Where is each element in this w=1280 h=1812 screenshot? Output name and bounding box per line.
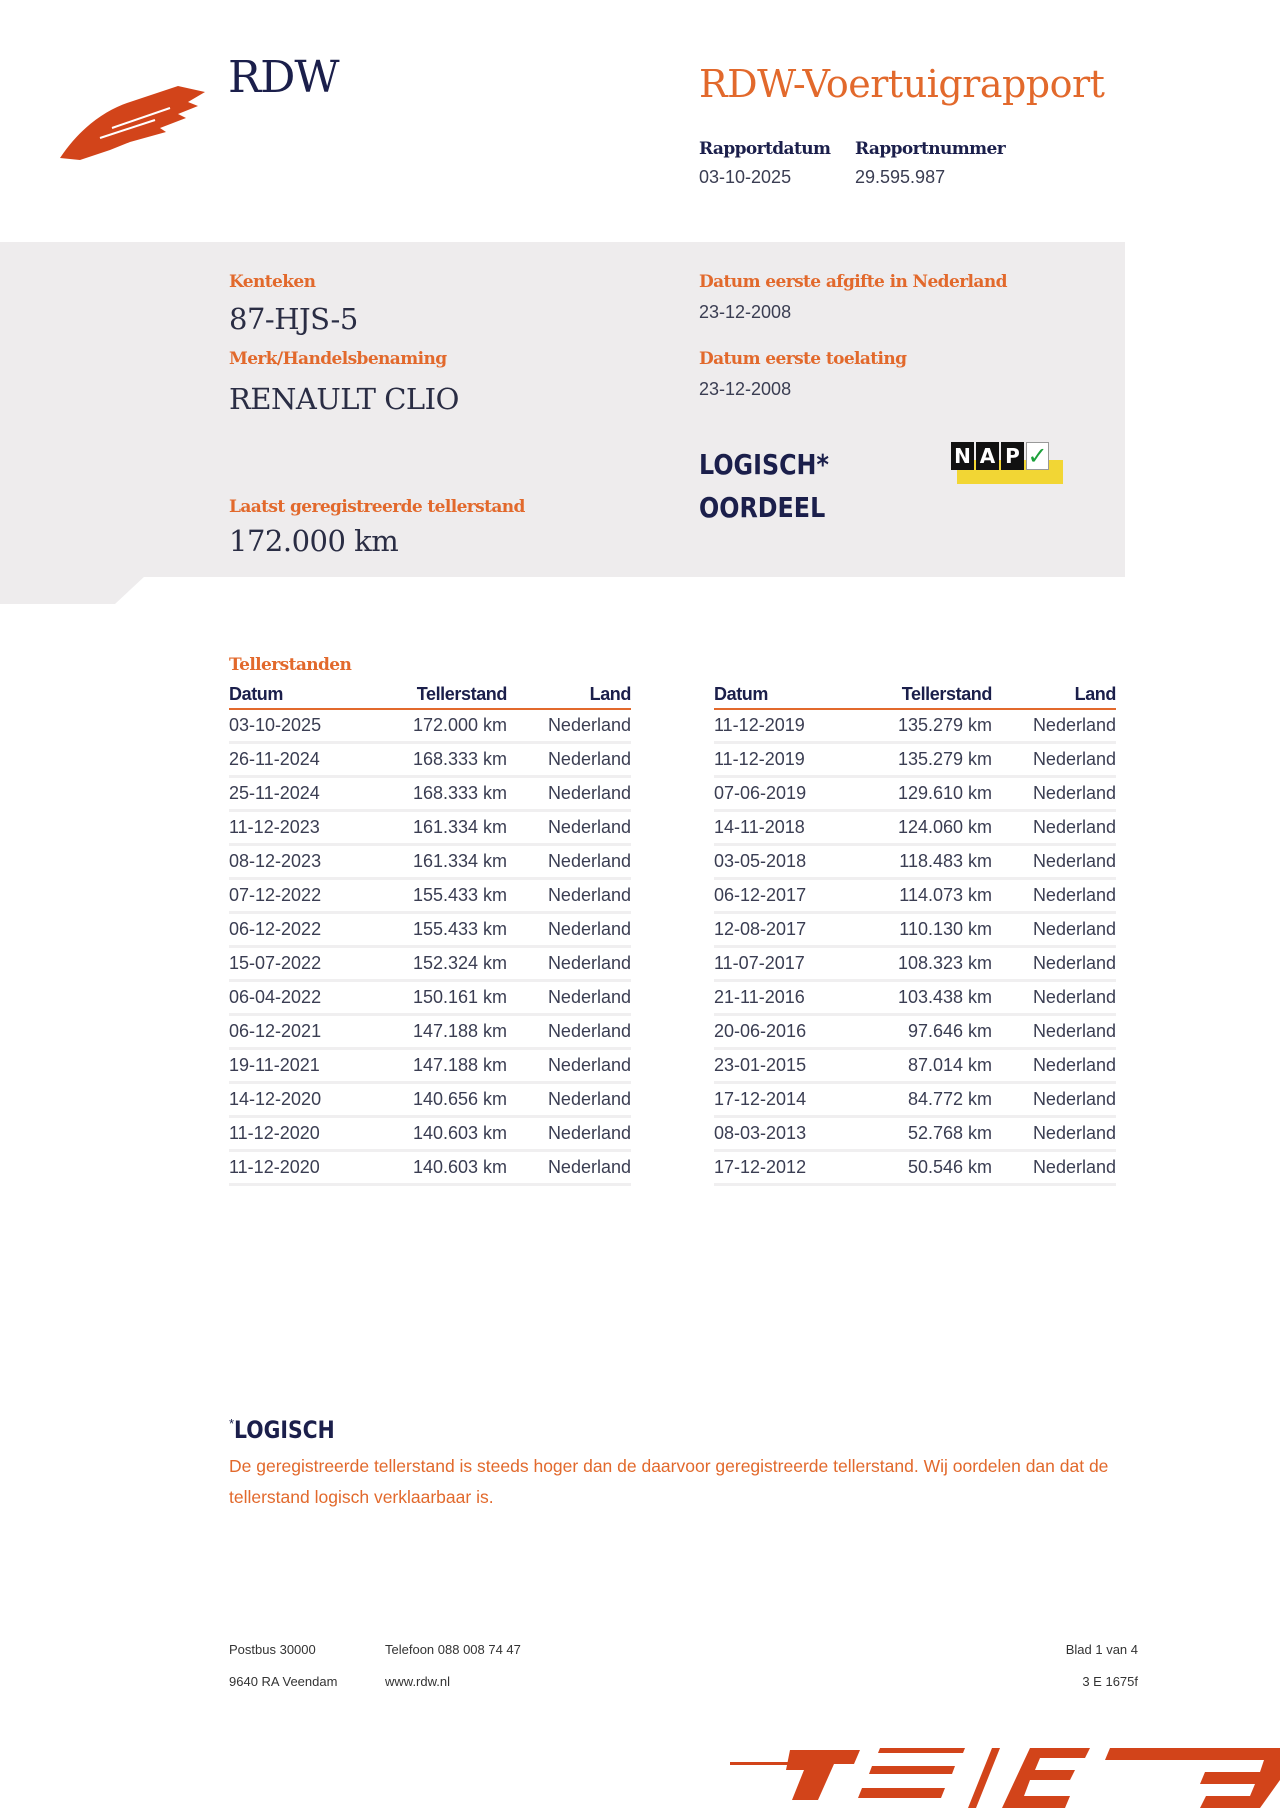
reading-country: Nederland bbox=[507, 981, 631, 1015]
table-row bbox=[229, 1117, 631, 1151]
verdict-title: LOGISCH* bbox=[699, 448, 829, 481]
table-row bbox=[714, 845, 1116, 879]
table-row bbox=[714, 1117, 1116, 1151]
reading-date: 06-12-2017 bbox=[714, 879, 879, 913]
reading-odometer: 124.060 km bbox=[879, 811, 992, 845]
reading-odometer: 140.656 km bbox=[394, 1083, 507, 1117]
reading-country: Nederland bbox=[507, 709, 631, 743]
reading-odometer: 155.433 km bbox=[394, 879, 507, 913]
reading-odometer: 135.279 km bbox=[879, 743, 992, 777]
reading-date: 23-01-2015 bbox=[714, 1049, 879, 1083]
reading-country: Nederland bbox=[507, 913, 631, 947]
page-number: Blad 1 van 4 bbox=[1065, 1642, 1138, 1657]
make-value: RENAULT CLIO bbox=[229, 382, 459, 416]
table-row bbox=[714, 777, 1116, 811]
reading-country: Nederland bbox=[507, 947, 631, 981]
reading-country: Nederland bbox=[507, 879, 631, 913]
reading-odometer: 52.768 km bbox=[879, 1117, 992, 1151]
reading-country: Nederland bbox=[507, 777, 631, 811]
reading-date: 15-07-2022 bbox=[229, 947, 394, 981]
first-admission-label: Datum eerste toelating bbox=[699, 349, 907, 369]
odometer-label: Laatst geregistreerde tellerstand bbox=[229, 497, 525, 517]
nap-logo-icon bbox=[951, 442, 1063, 486]
reading-odometer: 168.333 km bbox=[394, 743, 507, 777]
reading-country: Nederland bbox=[507, 845, 631, 879]
reading-date: 11-12-2020 bbox=[229, 1117, 394, 1151]
reading-date: 14-11-2018 bbox=[714, 811, 879, 845]
nap-letter-p: P bbox=[1001, 442, 1024, 470]
reading-date: 25-11-2024 bbox=[229, 777, 394, 811]
col-country: Land bbox=[507, 683, 631, 709]
reading-odometer: 140.603 km bbox=[394, 1151, 507, 1185]
col-country: Land bbox=[992, 683, 1116, 709]
reading-odometer: 150.161 km bbox=[394, 981, 507, 1015]
reading-date: 06-12-2022 bbox=[229, 913, 394, 947]
reading-odometer: 155.433 km bbox=[394, 913, 507, 947]
reading-country: Nederland bbox=[992, 981, 1116, 1015]
rdw-logo-icon bbox=[60, 80, 210, 162]
col-odometer: Tellerstand bbox=[879, 683, 992, 709]
table-row bbox=[229, 1083, 631, 1117]
readings-title: Tellerstanden bbox=[229, 655, 352, 675]
reading-country: Nederland bbox=[507, 1049, 631, 1083]
table-row bbox=[229, 879, 631, 913]
col-date: Datum bbox=[714, 683, 879, 709]
reading-date: 17-12-2012 bbox=[714, 1151, 879, 1185]
reading-odometer: 168.333 km bbox=[394, 777, 507, 811]
reading-country: Nederland bbox=[507, 743, 631, 777]
table-row bbox=[714, 947, 1116, 981]
rdw-stripes-logo-icon bbox=[730, 1740, 1280, 1812]
reading-date: 19-11-2021 bbox=[229, 1049, 394, 1083]
panel-notch bbox=[0, 576, 145, 604]
nap-letter-a: A bbox=[976, 442, 999, 470]
nap-letter-n: N bbox=[951, 442, 974, 470]
reading-date: 17-12-2014 bbox=[714, 1083, 879, 1117]
col-date: Datum bbox=[229, 683, 394, 709]
reading-date: 11-12-2020 bbox=[229, 1151, 394, 1185]
odometer-value: 172.000 km bbox=[229, 524, 399, 558]
table-row bbox=[229, 913, 631, 947]
table-row bbox=[229, 981, 631, 1015]
table-row bbox=[229, 743, 631, 777]
table-row bbox=[229, 947, 631, 981]
footer-phone: Telefoon 088 008 74 47 bbox=[385, 1642, 521, 1657]
reading-odometer: 152.324 km bbox=[394, 947, 507, 981]
reading-date: 06-12-2021 bbox=[229, 1015, 394, 1049]
plate-label: Kenteken bbox=[229, 272, 316, 292]
reading-country: Nederland bbox=[992, 811, 1116, 845]
reading-country: Nederland bbox=[992, 1117, 1116, 1151]
report-number-label: Rapportnummer bbox=[855, 139, 1006, 159]
brand-name: RDW bbox=[228, 52, 339, 103]
reading-date: 08-03-2013 bbox=[714, 1117, 879, 1151]
reading-odometer: 103.438 km bbox=[879, 981, 992, 1015]
reading-country: Nederland bbox=[992, 947, 1116, 981]
reading-date: 07-06-2019 bbox=[714, 777, 879, 811]
table-row bbox=[714, 1151, 1116, 1185]
vehicle-summary-panel bbox=[0, 242, 1125, 577]
note-asterisk: * bbox=[229, 1416, 235, 1431]
reading-country: Nederland bbox=[992, 743, 1116, 777]
reading-country: Nederland bbox=[992, 1083, 1116, 1117]
reading-odometer: 172.000 km bbox=[394, 709, 507, 743]
table-row bbox=[714, 709, 1116, 743]
first-issue-nl-value: 23-12-2008 bbox=[699, 302, 792, 322]
reading-date: 11-12-2019 bbox=[714, 743, 879, 777]
report-number: 29.595.987 bbox=[855, 167, 946, 187]
reading-country: Nederland bbox=[507, 1117, 631, 1151]
reading-odometer: 97.646 km bbox=[879, 1015, 992, 1049]
first-admission-value: 23-12-2008 bbox=[699, 379, 792, 399]
reading-odometer: 114.073 km bbox=[879, 879, 992, 913]
reading-odometer: 84.772 km bbox=[879, 1083, 992, 1117]
reading-odometer: 161.334 km bbox=[394, 845, 507, 879]
plate-value: 87-HJS-5 bbox=[229, 302, 358, 336]
nap-check-icon: ✓ bbox=[1027, 442, 1048, 470]
reading-date: 20-06-2016 bbox=[714, 1015, 879, 1049]
table-row bbox=[714, 1049, 1116, 1083]
reading-odometer: 50.546 km bbox=[879, 1151, 992, 1185]
reading-odometer: 110.130 km bbox=[879, 913, 992, 947]
first-issue-nl-label: Datum eerste afgifte in Nederland bbox=[699, 272, 1007, 292]
report-date: 03-10-2025 bbox=[699, 167, 792, 187]
reading-date: 12-08-2017 bbox=[714, 913, 879, 947]
reading-country: Nederland bbox=[992, 845, 1116, 879]
reading-odometer: 108.323 km bbox=[879, 947, 992, 981]
reading-odometer: 129.610 km bbox=[879, 777, 992, 811]
reading-country: Nederland bbox=[992, 1151, 1116, 1185]
table-row bbox=[229, 845, 631, 879]
footer-address-2: 9640 RA Veendam bbox=[229, 1674, 338, 1689]
reading-country: Nederland bbox=[992, 709, 1116, 743]
document-code: 3 E 1675f bbox=[1082, 1674, 1138, 1689]
table-row bbox=[229, 709, 631, 743]
reading-country: Nederland bbox=[992, 1049, 1116, 1083]
make-label: Merk/Handelsbenaming bbox=[229, 349, 447, 369]
reading-date: 26-11-2024 bbox=[229, 743, 394, 777]
reading-odometer: 118.483 km bbox=[879, 845, 992, 879]
readings-table-left bbox=[229, 683, 631, 1186]
note-title: LOGISCH bbox=[234, 1416, 335, 1444]
reading-date: 14-12-2020 bbox=[229, 1083, 394, 1117]
reading-odometer: 147.188 km bbox=[394, 1015, 507, 1049]
reading-date: 07-12-2022 bbox=[229, 879, 394, 913]
table-row bbox=[714, 879, 1116, 913]
report-date-label: Rapportdatum bbox=[699, 139, 831, 159]
reading-date: 08-12-2023 bbox=[229, 845, 394, 879]
page-title: RDW-Voertuigrapport bbox=[699, 62, 1105, 106]
note-text: De geregistreerde tellerstand is steeds hoger dan de daarvoor geregistreerde tellerstand. Wij oordelen dan dat de tellerstand logisch verklaarbaar is. bbox=[229, 1456, 1109, 1507]
reading-odometer: 147.188 km bbox=[394, 1049, 507, 1083]
reading-country: Nederland bbox=[507, 1015, 631, 1049]
reading-country: Nederland bbox=[507, 1083, 631, 1117]
table-row bbox=[229, 1151, 631, 1185]
reading-country: Nederland bbox=[992, 777, 1116, 811]
reading-country: Nederland bbox=[992, 879, 1116, 913]
note-heading bbox=[229, 1416, 353, 1444]
table-row bbox=[714, 1015, 1116, 1049]
table-row bbox=[229, 1049, 631, 1083]
readings-table-right bbox=[714, 683, 1116, 1186]
reading-date: 11-07-2017 bbox=[714, 947, 879, 981]
footer-address-1: Postbus 30000 bbox=[229, 1642, 316, 1657]
reading-odometer: 161.334 km bbox=[394, 811, 507, 845]
table-row bbox=[714, 981, 1116, 1015]
col-odometer: Tellerstand bbox=[394, 683, 507, 709]
reading-country: Nederland bbox=[992, 913, 1116, 947]
verdict-subtitle: OORDEEL bbox=[699, 491, 826, 524]
reading-date: 03-05-2018 bbox=[714, 845, 879, 879]
table-row bbox=[714, 743, 1116, 777]
table-row bbox=[714, 913, 1116, 947]
reading-date: 21-11-2016 bbox=[714, 981, 879, 1015]
table-row bbox=[229, 777, 631, 811]
reading-country: Nederland bbox=[507, 811, 631, 845]
reading-date: 06-04-2022 bbox=[229, 981, 394, 1015]
reading-odometer: 135.279 km bbox=[879, 709, 992, 743]
footer-website[interactable]: www.rdw.nl bbox=[385, 1674, 451, 1689]
reading-odometer: 140.603 km bbox=[394, 1117, 507, 1151]
reading-odometer: 87.014 km bbox=[879, 1049, 992, 1083]
table-row bbox=[714, 811, 1116, 845]
reading-date: 11-12-2019 bbox=[714, 709, 879, 743]
reading-country: Nederland bbox=[507, 1151, 631, 1185]
table-row bbox=[714, 1083, 1116, 1117]
reading-date: 11-12-2023 bbox=[229, 811, 394, 845]
reading-country: Nederland bbox=[992, 1015, 1116, 1049]
reading-date: 03-10-2025 bbox=[229, 709, 394, 743]
table-row bbox=[229, 1015, 631, 1049]
table-row bbox=[229, 811, 631, 845]
